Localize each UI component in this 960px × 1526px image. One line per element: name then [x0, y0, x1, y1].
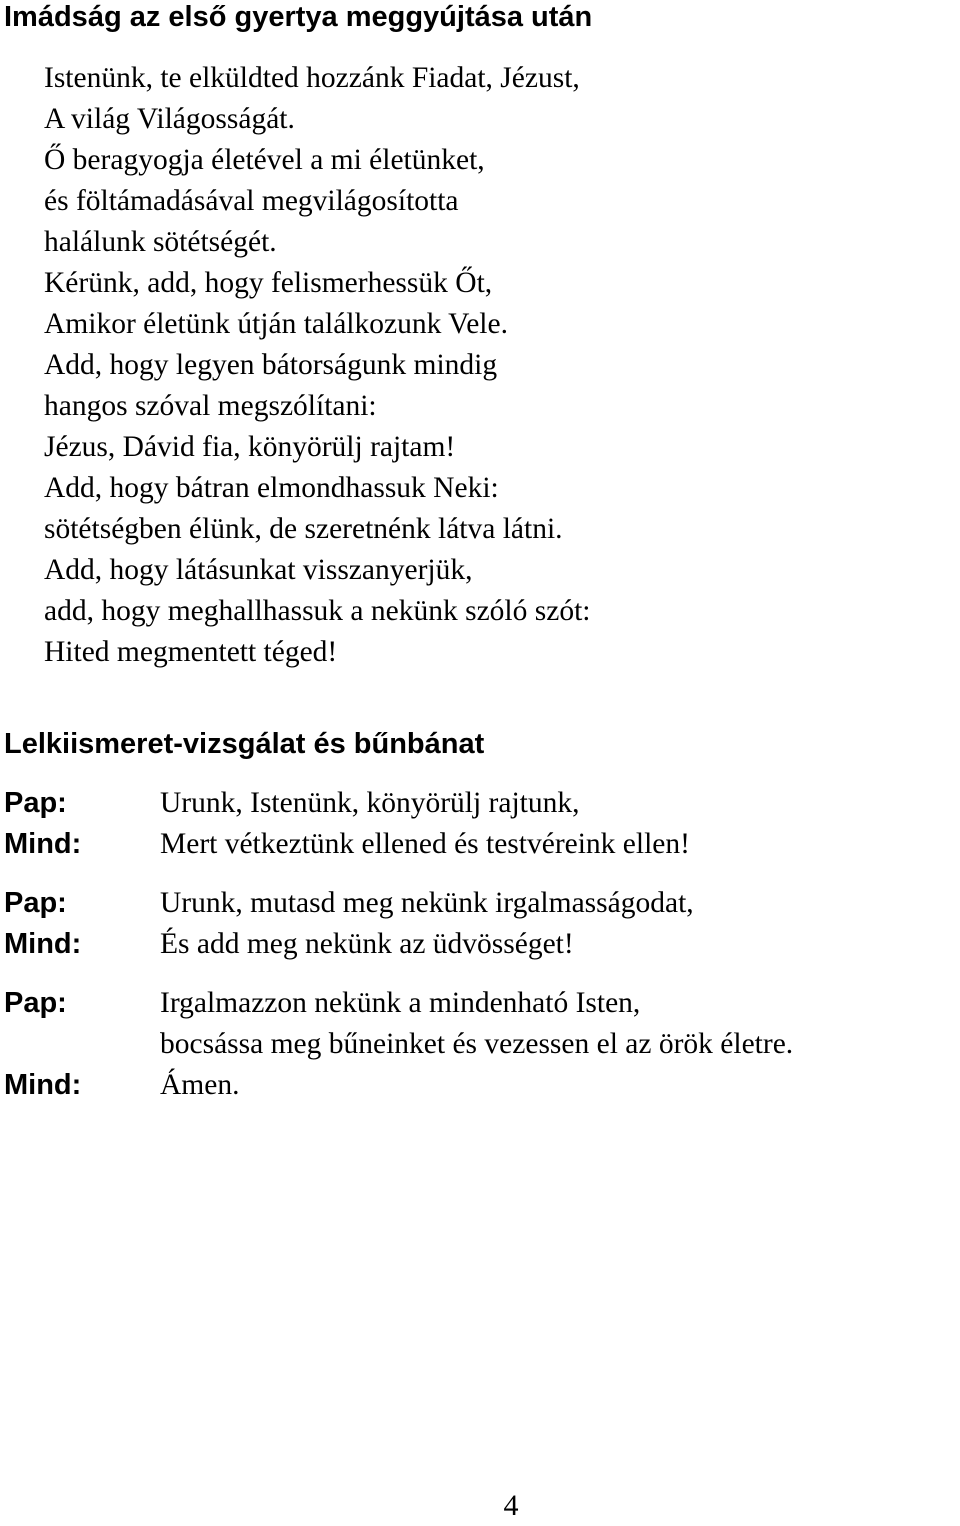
response-text: bocsássa meg bűneinket és vezessen el az örök életre.	[160, 1028, 794, 1060]
prayer-line: Amikor életünk útján találkozunk Vele.	[44, 308, 508, 340]
speaker-label: Pap:	[4, 987, 67, 1019]
responsory-row	[4, 783, 960, 824]
response-text: Irgalmazzon nekünk a mindenható Isten,	[160, 987, 641, 1019]
response-text: Ámen.	[160, 1069, 240, 1101]
prayer-heading: Imádság az első gyertya meggyújtása után	[4, 1, 593, 33]
prayer-line: halálunk sötétségét.	[44, 226, 277, 258]
response-text: És add meg nekünk az üdvösséget!	[160, 928, 574, 960]
prayer-line: add, hogy meghallhassuk a nekünk szóló szót:	[44, 595, 591, 627]
responsory-row	[4, 1065, 960, 1106]
page-number: 4	[503, 1489, 519, 1522]
prayer-line: Ő beragyogja életével a mi életünket,	[44, 144, 485, 176]
responsory	[4, 783, 960, 1106]
prayer-line: Add, hogy bátran elmondhassuk Neki:	[44, 472, 499, 504]
prayer-line: Jézus, Dávid fia, könyörülj rajtam!	[44, 431, 456, 463]
prayer-line: Kérünk, add, hogy felismerhessük Őt,	[44, 267, 493, 299]
prayer-line: Istenünk, te elküldted hozzánk Fiadat, Jézust,	[44, 62, 580, 94]
prayer-line: Hited megmentett téged!	[44, 636, 338, 668]
speaker-label: Pap:	[4, 787, 67, 819]
responsory-row	[4, 924, 960, 965]
speaker-label: Mind:	[4, 928, 82, 960]
responsory-row	[4, 983, 960, 1024]
prayer-line: és föltámadásával megvilágosította	[44, 185, 459, 217]
prayer-line: hangos szóval megszólítani:	[44, 390, 377, 422]
speaker-label: Mind:	[4, 828, 82, 860]
response-text: Mert vétkeztünk ellened és testvéreink ellen!	[160, 828, 690, 860]
response-text: Urunk, Istenünk, könyörülj rajtunk,	[160, 787, 580, 819]
penitential-heading: Lelkiismeret-vizsgálat és bűnbánat	[4, 728, 485, 760]
prayer-line: sötétségben élünk, de szeretnénk látva látni.	[44, 513, 563, 545]
prayer-line: A világ Világosságát.	[44, 103, 295, 135]
response-text: Urunk, mutasd meg nekünk irgalmasságodat,	[160, 887, 694, 919]
prayer-line: Add, hogy látásunkat visszanyerjük,	[44, 554, 473, 586]
prayer-line: Add, hogy legyen bátorságunk mindig	[44, 349, 498, 381]
speaker-label: Pap:	[4, 887, 67, 919]
responsory-row	[4, 824, 960, 865]
responsory-row	[4, 883, 960, 924]
speaker-label: Mind:	[4, 1069, 82, 1101]
prayer-text	[44, 58, 590, 673]
responsory-row	[4, 1024, 960, 1065]
